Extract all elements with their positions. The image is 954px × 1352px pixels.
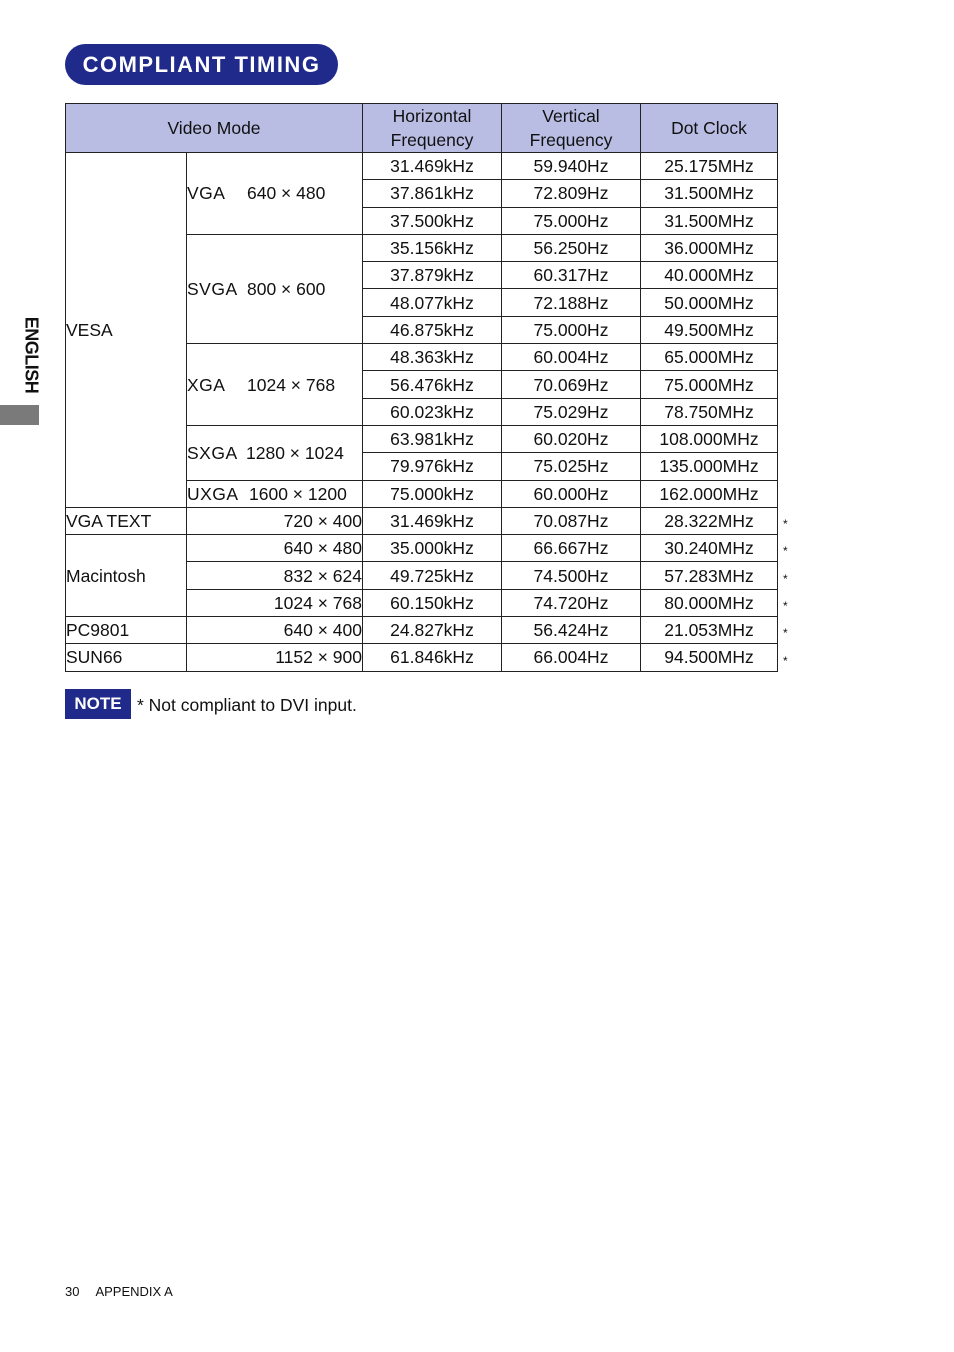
h-freq: 61.846kHz — [363, 644, 502, 671]
language-label: ENGLISH — [21, 316, 42, 394]
v-freq: 70.087Hz — [502, 507, 641, 534]
header-video-mode: Video Mode — [66, 104, 363, 153]
compliant-timing-table — [65, 103, 778, 672]
dvi-asterisk: * — [783, 599, 788, 613]
dot-clock: 162.000MHz — [641, 480, 778, 507]
dot-clock: 135.000MHz — [641, 453, 778, 480]
page-title: COMPLIANT TIMING — [65, 44, 338, 85]
dot-clock: 31.500MHz — [641, 180, 778, 207]
table-header-row — [66, 104, 778, 153]
h-freq: 31.469kHz — [363, 153, 502, 180]
language-tab — [13, 300, 49, 410]
h-freq: 46.875kHz — [363, 316, 502, 343]
v-freq: 60.000Hz — [502, 480, 641, 507]
h-freq: 63.981kHz — [363, 425, 502, 452]
h-freq: 35.000kHz — [363, 535, 502, 562]
dot-clock: 25.175MHz — [641, 153, 778, 180]
resolution: 1152 × 900 — [187, 644, 363, 671]
v-freq: 60.020Hz — [502, 425, 641, 452]
v-freq: 66.004Hz — [502, 644, 641, 671]
h-freq: 60.150kHz — [363, 589, 502, 616]
h-freq: 37.879kHz — [363, 262, 502, 289]
dot-clock: 94.500MHz — [641, 644, 778, 671]
section-label: APPENDIX A — [95, 1284, 173, 1299]
dot-clock: 21.053MHz — [641, 617, 778, 644]
v-freq: 56.424Hz — [502, 617, 641, 644]
dot-clock: 49.500MHz — [641, 316, 778, 343]
dot-clock: 36.000MHz — [641, 234, 778, 261]
dvi-asterisk: * — [783, 626, 788, 640]
note-badge: NOTE — [65, 689, 131, 719]
dvi-asterisk: * — [783, 654, 788, 668]
language-tab-marker — [0, 405, 39, 425]
table-row — [66, 617, 778, 644]
note-text: * Not compliant to DVI input. — [137, 695, 357, 715]
dot-clock: 108.000MHz — [641, 425, 778, 452]
v-freq: 60.004Hz — [502, 344, 641, 371]
h-freq: 56.476kHz — [363, 371, 502, 398]
dot-clock: 57.283MHz — [641, 562, 778, 589]
h-freq: 49.725kHz — [363, 562, 502, 589]
v-freq: 75.000Hz — [502, 207, 641, 234]
v-freq: 56.250Hz — [502, 234, 641, 261]
dot-clock: 28.322MHz — [641, 507, 778, 534]
h-freq: 75.000kHz — [363, 480, 502, 507]
resolution: 720 × 400 — [187, 507, 363, 534]
dot-clock: 80.000MHz — [641, 589, 778, 616]
dot-clock: 78.750MHz — [641, 398, 778, 425]
v-freq: 70.069Hz — [502, 371, 641, 398]
dvi-asterisk: * — [783, 544, 788, 558]
page-number: 30 — [65, 1284, 80, 1299]
resolution: 640 × 400 — [187, 617, 363, 644]
group-sun66: SUN66 — [66, 644, 187, 671]
h-freq: 60.023kHz — [363, 398, 502, 425]
h-freq: 24.827kHz — [363, 617, 502, 644]
table-row — [66, 153, 778, 180]
v-freq: 60.317Hz — [502, 262, 641, 289]
mode-uxga: UXGA 1600 × 1200 — [187, 480, 363, 507]
h-freq: 48.077kHz — [363, 289, 502, 316]
table-row — [66, 644, 778, 671]
page-footer — [65, 1284, 173, 1300]
table-row — [66, 535, 778, 562]
group-pc9801: PC9801 — [66, 617, 187, 644]
v-freq: 72.188Hz — [502, 289, 641, 316]
dot-clock: 65.000MHz — [641, 344, 778, 371]
h-freq: 79.976kHz — [363, 453, 502, 480]
mode-xga: XGA 1024 × 768 — [187, 344, 363, 426]
group-macintosh: Macintosh — [66, 535, 187, 617]
dot-clock: 31.500MHz — [641, 207, 778, 234]
v-freq: 74.500Hz — [502, 562, 641, 589]
v-freq: 74.720Hz — [502, 589, 641, 616]
mode-vga: VGA 640 × 480 — [187, 153, 363, 235]
h-freq: 37.500kHz — [363, 207, 502, 234]
header-dot-clock: Dot Clock — [641, 104, 778, 153]
group-vesa: VESA — [66, 153, 187, 508]
dot-clock: 40.000MHz — [641, 262, 778, 289]
v-freq: 59.940Hz — [502, 153, 641, 180]
mode-sxga: SXGA 1280 × 1024 — [187, 425, 363, 480]
dot-clock: 75.000MHz — [641, 371, 778, 398]
v-freq: 72.809Hz — [502, 180, 641, 207]
resolution: 832 × 624 — [187, 562, 363, 589]
h-freq: 35.156kHz — [363, 234, 502, 261]
dot-clock: 30.240MHz — [641, 535, 778, 562]
header-horizontal-frequency: Horizontal Frequency — [363, 104, 502, 153]
v-freq: 75.029Hz — [502, 398, 641, 425]
dvi-asterisk: * — [783, 572, 788, 586]
dvi-asterisk: * — [783, 517, 788, 531]
mode-svga: SVGA 800 × 600 — [187, 234, 363, 343]
table-row — [66, 507, 778, 534]
v-freq: 75.025Hz — [502, 453, 641, 480]
resolution: 640 × 480 — [187, 535, 363, 562]
resolution: 1024 × 768 — [187, 589, 363, 616]
h-freq: 48.363kHz — [363, 344, 502, 371]
v-freq: 66.667Hz — [502, 535, 641, 562]
group-vga-text: VGA TEXT — [66, 507, 187, 534]
h-freq: 31.469kHz — [363, 507, 502, 534]
header-vertical-frequency: Vertical Frequency — [502, 104, 641, 153]
h-freq: 37.861kHz — [363, 180, 502, 207]
v-freq: 75.000Hz — [502, 316, 641, 343]
dot-clock: 50.000MHz — [641, 289, 778, 316]
